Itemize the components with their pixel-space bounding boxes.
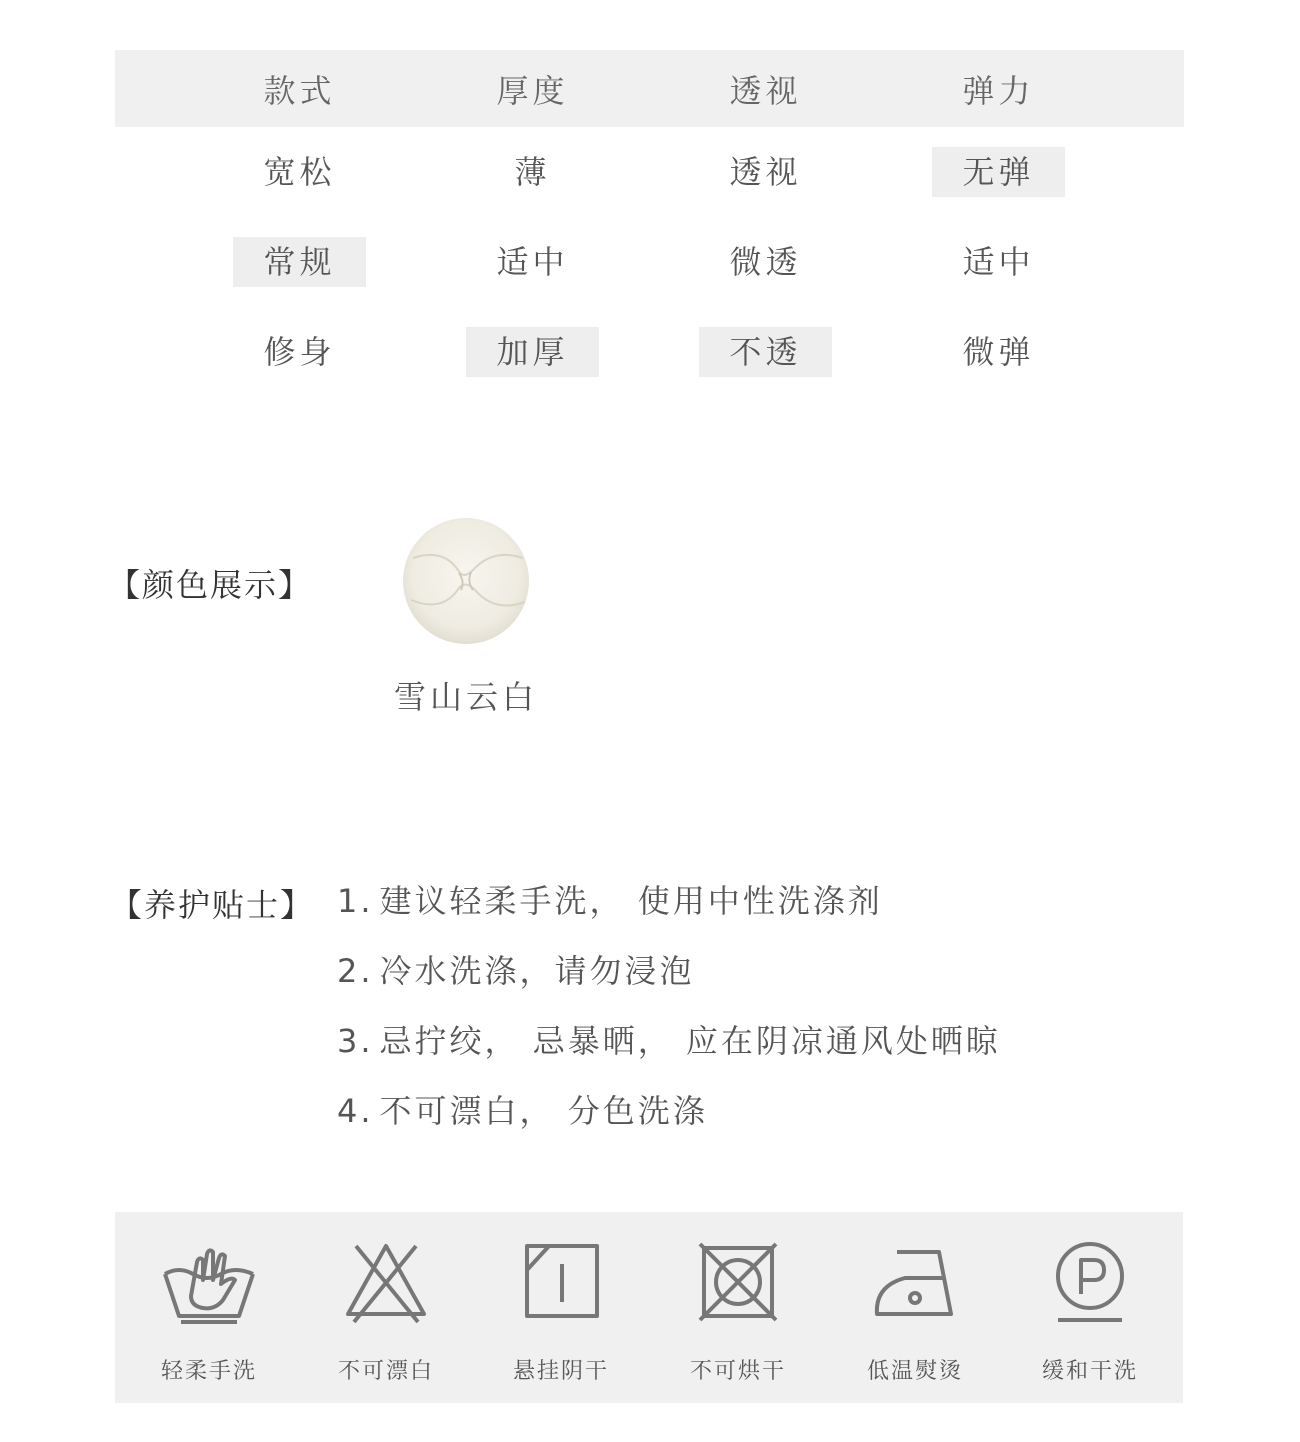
no-bleach-icon	[336, 1240, 436, 1324]
spec-cell	[416, 147, 649, 197]
swatch-fabric-graphic	[403, 518, 529, 644]
care-icon-label: 低温熨烫	[866, 1359, 963, 1384]
spec-cell	[882, 237, 1115, 287]
spec-option: 微弹	[962, 333, 1035, 371]
spec-option: 修身	[263, 333, 336, 371]
spec-cell	[416, 237, 649, 287]
spec-cell	[649, 327, 882, 377]
header-style: 款式	[263, 71, 336, 110]
spec-option: 透视	[729, 153, 802, 191]
care-icon-low-iron	[845, 1240, 985, 1385]
care-icons-strip	[115, 1212, 1183, 1403]
spec-option-selected: 常规	[233, 237, 365, 287]
line-dry-icon	[511, 1240, 611, 1324]
spec-cell	[416, 327, 649, 377]
no-tumble-dry-icon	[688, 1240, 788, 1324]
spec-cell	[649, 147, 882, 197]
header-thickness: 厚度	[496, 71, 569, 110]
care-tip-text: 忌拧绞， 忌暴晒， 应在阴凉通风处晒晾	[379, 1022, 1001, 1060]
spec-option-selected: 不透	[699, 327, 831, 377]
spec-table	[115, 50, 1184, 397]
care-tip	[337, 1088, 1001, 1158]
spec-cell	[649, 237, 882, 287]
hand-wash-icon	[159, 1240, 259, 1324]
spec-cell	[882, 147, 1115, 197]
header-elasticity: 弹力	[962, 71, 1035, 110]
header-transparency: 透视	[729, 71, 802, 110]
spec-option: 适中	[962, 243, 1035, 281]
dry-clean-icon	[1040, 1240, 1140, 1324]
care-tip-number: 3.	[337, 1022, 374, 1060]
care-section-title: 【养护贴士】	[110, 886, 315, 924]
care-icon-label: 轻柔手洗	[160, 1359, 257, 1384]
care-tips-list	[337, 878, 1001, 1158]
color-swatch-name: 雪山云白	[393, 678, 538, 716]
care-tip	[337, 948, 1001, 1018]
spec-option: 宽松	[263, 153, 336, 191]
care-icon-label: 悬挂阴干	[512, 1359, 609, 1384]
spec-option-selected: 加厚	[466, 327, 598, 377]
spec-row	[115, 307, 1184, 397]
care-tip-text: 不可漂白， 分色洗涤	[379, 1092, 708, 1130]
spec-option: 薄	[514, 153, 551, 191]
care-icon-dry-clean	[1020, 1240, 1160, 1385]
care-tip	[337, 878, 1001, 948]
care-icon-label: 不可漂白	[337, 1359, 434, 1384]
care-icon-label: 不可烘干	[689, 1359, 786, 1384]
care-icon-line-dry	[491, 1240, 631, 1385]
care-icon-hand-wash	[139, 1240, 279, 1385]
color-section-title: 【颜色展示】	[108, 566, 313, 604]
spec-cell	[183, 147, 416, 197]
care-tip-number: 2.	[337, 952, 374, 990]
care-icon-no-bleach	[316, 1240, 456, 1385]
care-tip	[337, 1018, 1001, 1088]
care-tip-number: 4.	[337, 1092, 374, 1130]
spec-option: 适中	[496, 243, 569, 281]
spec-option-selected: 无弹	[932, 147, 1064, 197]
care-icon-no-tumble-dry	[668, 1240, 808, 1385]
spec-cell	[183, 237, 416, 287]
spec-row	[115, 217, 1184, 307]
spec-row	[115, 127, 1184, 217]
spec-cell	[882, 327, 1115, 377]
care-tip-number: 1.	[337, 882, 374, 920]
care-tip-text: 建议轻柔手洗， 使用中性洗涤剂	[379, 882, 883, 920]
color-swatch-image[interactable]	[403, 518, 529, 644]
care-icon-label: 缓和干洗	[1041, 1359, 1138, 1384]
spec-table-header	[115, 50, 1184, 127]
care-tip-text: 冷水洗涤，请勿浸泡	[379, 952, 695, 990]
spec-option: 微透	[729, 243, 802, 281]
low-iron-icon	[865, 1240, 965, 1324]
spec-cell	[183, 327, 416, 377]
